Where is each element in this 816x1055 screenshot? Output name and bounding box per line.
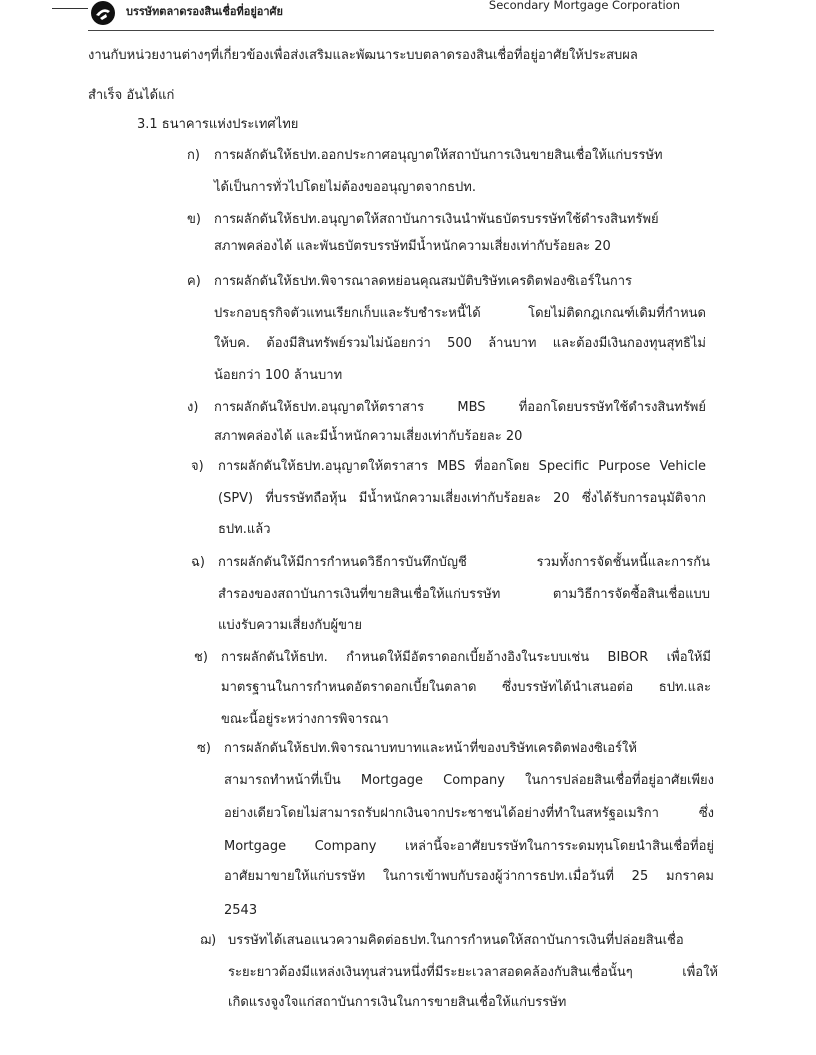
item-marker: ฌ) — [200, 933, 217, 948]
item-text-line: อาศัยมาขายให้แก่บรรษัท ในการเข้าพบกับรองผู้ว่าการธปท.เมื่อวันที่ 25 มกราคม — [224, 869, 714, 884]
item-text-line: สภาพคล่องได้ และมีน้ำหนักความเสี่ยงเท่ากับร้อยละ 20 — [214, 429, 523, 444]
item-text-line: ขณะนี้อยู่ระหว่างการพิจารณา — [221, 712, 389, 727]
organization-name-thai: บรรษัทตลาดรองสินเชื่อที่อยู่อาศัย — [126, 5, 283, 18]
item-marker: ฉ) — [191, 555, 205, 570]
item-marker: ข) — [187, 212, 201, 227]
item-text-line: การผลักดันให้ธปท.ออกประกาศอนุญาตให้สถาบันการเงินขายสินเชื่อให้แก่บรรษัท — [214, 148, 663, 163]
item-text-line: Mortgage Company เหล่านี้จะอาศัยบรรษัทในการระดมทุนโดยนำสินเชื่อที่อยู่ — [224, 839, 714, 854]
item-text-line: ให้บค. ต้องมีสินทรัพย์รวมไม่น้อยกว่า 500 ล้านบาท และต้องมีเงินกองทุนสุทธิไม่ — [214, 336, 706, 351]
item-text-line: การผลักดันให้ธปท. กำหนดให้มีอัตราดอกเบี้ยอ้างอิงในระบบเช่น BIBOR เพื่อให้มี — [221, 650, 711, 665]
item-text-line: สภาพคล่องได้ และพันธบัตรบรรษัทมีน้ำหนักความเสี่ยงเท่ากับร้อยละ 20 — [214, 239, 611, 254]
item-text-line: เกิดแรงจูงใจแก่สถาบันการเงินในการขายสินเชื่อให้แก่บรรษัท — [228, 995, 567, 1010]
item-text-line: สำรองของสถาบันการเงินที่ขายสินเชื่อให้แก่บรรษัท ตามวิธีการจัดซื้อสินเชื่อแบบ — [218, 587, 710, 602]
intro-line-2: สำเร็จ อันได้แก่ — [88, 88, 175, 103]
item-text-line: การผลักดันให้มีการกำหนดวิธีการบันทึกบัญชี รวมทั้งการจัดชั้นหนี้และการกัน — [218, 555, 710, 570]
item-marker: ซ) — [197, 741, 211, 756]
item-text-line: การผลักดันให้ธปท.อนุญาตให้สถาบันการเงินนำพันธบัตรบรรษัทใช้ดำรงสินทรัพย์ — [214, 212, 659, 227]
item-text-line: ได้เป็นการทั่วไปโดยไม่ต้องขออนุญาตจากธปท. — [214, 180, 477, 195]
item-marker: ก) — [187, 148, 200, 163]
item-text-line: การผลักดันให้ธปท.พิจารณาบทบาทและหน้าที่ของบริษัทเครดิตฟองซิเอร์ให้ — [224, 741, 637, 756]
item-text-line: การผลักดันให้ธปท.อนุญาตให้ตราสาร MBS ที่ออกโดย Specific Purpose Vehicle — [218, 459, 706, 474]
item-marker: ค) — [187, 274, 201, 289]
item-text-line: ระยะยาวต้องมีแหล่งเงินทุนส่วนหนึ่งที่มีระยะเวลาสอดคล้องกับสินเชื่อนั้นๆ เพื่อให้ — [228, 965, 718, 980]
item-text-line: ธปท.แล้ว — [218, 522, 271, 537]
item-marker: ช) — [194, 650, 208, 665]
item-text-line: มาตรฐานในการกำหนดอัตราดอกเบี้ยในตลาด ซึ่งบรรษัทได้นำเสนอต่อ ธปท.และ — [221, 680, 711, 695]
item-text-line: แบ่งรับความเสี่ยงกับผู้ขาย — [218, 618, 362, 633]
intro-line-1: งานกับหน่วยงานต่างๆที่เกี่ยวข้องเพื่อส่งเสริมและพัฒนาระบบตลาดรองสินเชื่อที่อยู่อาศัยให้ประสบผล — [88, 48, 638, 63]
item-text-line: สามารถทำหน้าที่เป็น Mortgage Company ในการปล่อยสินเชื่อที่อยู่อาศัยเพียง — [224, 773, 714, 788]
section-heading: 3.1 ธนาคารแห่งประเทศไทย — [137, 117, 299, 132]
corporation-logo-icon — [90, 0, 116, 26]
header-divider — [88, 30, 714, 31]
item-text-line: บรรษัทได้เสนอแนวความคิดต่อธปท.ในการกำหนดให้สถาบันการเงินที่ปล่อยสินเชื่อ — [228, 933, 684, 948]
item-marker: จ) — [191, 459, 204, 474]
item-text-line: การผลักดันให้ธปท.อนุญาตให้ตราสาร MBS ที่ออกโดยบรรษัทใช้ดำรงสินทรัพย์ — [214, 400, 706, 415]
item-text-line: ประกอบธุรกิจตัวแทนเรียกเก็บและรับชำระหนี้ได้ โดยไม่ติดกฎเกณฑ์เดิมที่กำหนด — [214, 306, 706, 321]
organization-name-english: Secondary Mortgage Corporation — [488, 0, 680, 12]
header-left-rule — [52, 8, 88, 9]
item-text-line: อย่างเดียวโดยไม่สามารถรับฝากเงินจากประชาชนได้อย่างที่ทำในสหรัฐอเมริกา ซึ่ง — [224, 806, 714, 821]
item-text-line: น้อยกว่า 100 ล้านบาท — [214, 368, 343, 383]
item-text-line: (SPV) ที่บรรษัทถือหุ้น มีน้ำหนักความเสี่ยงเท่ากับร้อยละ 20 ซึ่งได้รับการอนุมัติจาก — [218, 491, 706, 506]
item-text-line: การผลักดันให้ธปท.พิจารณาลดหย่อนคุณสมบัติบริษัทเครดิตฟองซิเอร์ในการ — [214, 274, 632, 289]
item-marker: ง) — [187, 400, 199, 415]
item-text-line: 2543 — [224, 903, 258, 918]
page-header — [52, 0, 712, 28]
